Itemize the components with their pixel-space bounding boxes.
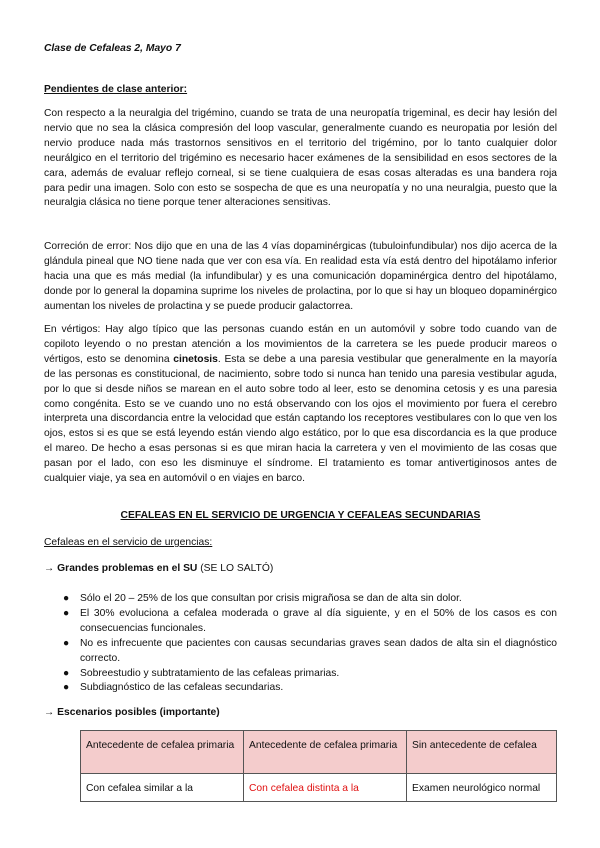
paragraph-vertigo	[44, 323, 557, 487]
scenarios-table	[80, 730, 557, 802]
problems-note: (SE LO SALTÓ)	[197, 563, 274, 574]
bullet-icon: ●	[63, 682, 70, 694]
list-item: ● Subdiagnóstico de las cefaleas secundarias.	[44, 681, 557, 696]
vertigo-text-end: . Esta se debe a una paresia vestibular que generalmente en la mayoría de las personas es constitucional, de nacimiento, sobre todo si nunca han tenido una paresia vestibular aguda, por lo que si desde niños se marean en el auto sobre todo al leer, esto se denomina cetosis y es una paresia como congénita. Esto se ve cuando uno no está observando con los ojos el movimiento por fuera el cerebro interpreta una discordancia entre la velocidad que están captando los receptores vestibulares con lo que ven los ojos, estos si es que se está leyendo están viendo algo estático, por lo que esa discordancia es la que produce el mareo. De hecho a esas personas si es que miran hacia la carretera y ven el movimiento de las cosas que pasan por el lado, con eso les disminuye el síndrome. El tratamiento es tomar antivertiginosos antes de cualquier viaje, ya sea en automóvil o en viajes en barco.	[44, 353, 557, 485]
table-cell: Examen neurológico normal	[407, 774, 557, 802]
document-title: Clase de Cefaleas 2, Mayo 7	[44, 43, 181, 54]
table-header-cell: Sin antecedente de cefalea	[407, 731, 557, 774]
paragraph-correction: Correción de error: Nos dijo que en una de las 4 vías dopaminérgicas (tubuloinfundibular) nos dijo acerca de la glándula pineal que NO tiene nada que ver con esa vía. En realidad esta vía está dentro del hipotálamo inferior hacia una que es más medial (la infundibular) y es una comunicación dopaminérgica dentro del hipotálamo, donde por lo general la dopamina suprime los niveles de prolactina, por lo que si hay un bloqueo dopaminérgico aumentan los niveles de prolactina y se puede producir galactorrea.	[44, 241, 557, 312]
table-row	[81, 774, 557, 802]
list-item: ● El 30% evoluciona a cefalea moderada o grave al día siguiente, y en el 50% de los casos es con consecuencias funcionales.	[63, 607, 557, 634]
table-header-cell: Antecedente de cefalea primaria	[81, 731, 244, 774]
vertigo-text-start: En vértigos: Hay algo típico que las personas cuando están en un automóvil y sobre todo cuando van de copiloto leyendo o no prestan atención a los movimientos de la carretera se les puede producir mareos o vértigos, esto se denomina	[44, 324, 557, 365]
table-header-cell: Antecedente de cefalea primaria	[244, 731, 407, 774]
paragraph-trigeminal: Con respecto a la neuralgia del trigémino, cuando se trata de una neuropatía trigeminal, es decir hay lesión del nervio que no sea la clásica compresión del loop vascular, generalmente cuando es neuropatia por lesión del nervio produce nada más trastornos sensitivos en el territorio del trigémino, por lo tanto cualquier dolor neurálgico en el territorio del trigémino es necesario hacer exámenes de la sensibilidad en esos sectores de la cara, además de evaluar reflejo corneal, si se tiene cualquiera de esas cosas alteradas es una bandera roja para pedir una imagen. Solo con esto se sospecha de que es una neuropatía y no una neuralgia, puesto que la neuralgia clásica no tiene porque tener alteraciones sensitivas.	[44, 108, 557, 209]
problems-list	[44, 592, 557, 696]
table-cell-highlighted: Con cefalea distinta a la	[244, 774, 407, 802]
scenarios-title: Escenarios posibles (importante)	[57, 707, 220, 718]
arrow-icon: →	[44, 707, 55, 718]
arrow-icon: →	[44, 563, 55, 574]
bullet-icon: ●	[63, 593, 70, 604]
problems-line	[44, 563, 273, 574]
bullet-icon: ●	[63, 667, 70, 679]
cinetosis-term: cinetosis	[173, 353, 218, 365]
list-item: ● Sobreestudio y subtratamiento de las cefaleas primarias.	[44, 667, 557, 682]
table-header-row	[81, 731, 557, 774]
list-item: ● Sólo el 20 – 25% de los que consultan por crisis migrañosa se dan de alta sin dolor.	[44, 592, 557, 607]
emergency-subheading: Cefaleas en el servicio de urgencias:	[44, 537, 213, 548]
list-item: ● No es infrecuente que pacientes con causas secundarias graves sean dados de alta sin el diagnóstico correcto.	[63, 637, 557, 664]
pending-heading: Pendientes de clase anterior:	[44, 84, 188, 95]
bullet-icon: ●	[63, 637, 70, 649]
problems-title: Grandes problemas en el SU	[57, 563, 198, 574]
scenarios-line	[44, 707, 220, 718]
table-cell: Con cefalea similar a la	[81, 774, 244, 802]
emergency-section-heading: CEFALEAS EN EL SERVICIO DE URGENCIA Y CEFALEAS SECUNDARIAS	[120, 510, 481, 521]
bullet-icon: ●	[63, 607, 70, 619]
